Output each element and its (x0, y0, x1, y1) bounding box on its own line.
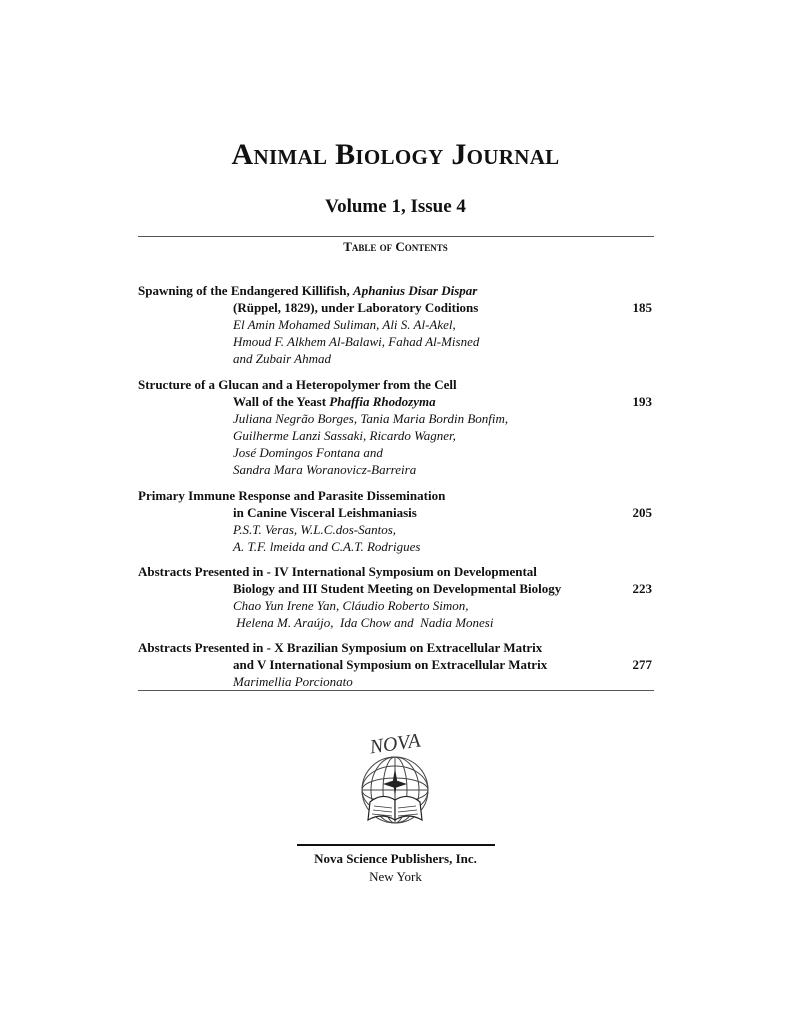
entry-title-cont: Biology and III Student Meeting on Developmental Biology (233, 581, 562, 596)
bottom-divider (138, 690, 654, 691)
entry-title-line-1 (138, 487, 654, 504)
toc-entry (138, 487, 654, 555)
entry-author-line: and Zubair Ahmad (233, 351, 331, 366)
entry-page-number: 185 (632, 300, 652, 315)
toc-entry (138, 282, 654, 367)
entry-author-line: P.S.T. Veras, W.L.C.dos-Santos, (233, 522, 397, 537)
entry-title-line-1 (138, 639, 654, 656)
entry-author-line: Helena M. Araújo, Ida Chow and Nadia Monesi (233, 615, 494, 630)
entry-title-line-2 (138, 656, 654, 673)
entry-author-line: Marimellia Porcionato (233, 674, 353, 689)
entry-author-line: Juliana Negrão Borges, Tania Maria Bordin Bonfim, (233, 411, 509, 426)
toc-entry (138, 376, 654, 478)
entry-title-italic: Phaffia Rhodozyma (329, 394, 436, 409)
entry-title-line-2 (138, 580, 654, 597)
publisher-name: Nova Science Publishers, Inc. (314, 851, 477, 866)
entry-page-number: 205 (632, 505, 652, 520)
entry-title-cont: in Canine Visceral Leishmaniasis (233, 505, 417, 520)
publisher-city: New York (369, 869, 422, 884)
entry-page-number: 277 (632, 657, 652, 672)
entry-author-line: José Domingos Fontana and (233, 445, 383, 460)
entry-author-line: Hmoud F. Alkhem Al-Balawi, Fahad Al-Misned (233, 334, 480, 349)
entry-title-cont: (Rüppel, 1829), under Laboratory Coditions (233, 300, 479, 315)
entry-title-italic: Aphanius Disar Dispar (353, 283, 478, 298)
entry-title-line-1 (138, 282, 654, 299)
volume-issue: Volume 1, Issue 4 (325, 196, 466, 217)
toc-entry (138, 563, 654, 631)
entry-title-line-2 (138, 504, 654, 521)
entry-title: Structure of a Glucan and a Heteropolymer from the Cell (138, 377, 457, 392)
entry-author-line: Chao Yun Irene Yan, Cláudio Roberto Simon, (233, 598, 469, 613)
svg-text:NOVA: NOVA (368, 729, 422, 759)
entry-title: Spawning of the Endangered Killifish, (138, 283, 354, 298)
entry-title-line-1 (138, 563, 654, 580)
entry-author-line: El Amin Mohamed Suliman, Ali S. Al-Akel, (233, 317, 456, 332)
entry-page-number: 193 (632, 394, 652, 409)
entry-page-number: 223 (632, 581, 652, 596)
entry-title: Primary Immune Response and Parasite Dissemination (138, 488, 446, 503)
top-divider (138, 236, 654, 237)
entry-author-line: A. T.F. lmeida and C.A.T. Rodrigues (233, 539, 421, 554)
journal-title: Animal Biology Journal (231, 138, 560, 171)
publisher-rule (297, 844, 495, 846)
entry-title-cont: and V International Symposium on Extracellular Matrix (233, 657, 548, 672)
entry-author-line: Guilherme Lanzi Sassaki, Ricardo Wagner, (233, 428, 456, 443)
entry-title-line-2 (138, 299, 654, 316)
toc-heading: Table of Contents (343, 239, 448, 254)
entry-author-line: Sandra Mara Woranovicz-Barreira (233, 462, 417, 477)
entry-title-cont: Wall of the Yeast (233, 394, 330, 409)
nova-globe-book-logo (352, 728, 438, 832)
entry-title-line-1 (138, 376, 654, 393)
toc-entry (138, 639, 654, 690)
entry-title: Abstracts Presented in - X Brazilian Symposium on Extracellular Matrix (138, 640, 543, 655)
entry-title-line-2 (138, 393, 654, 410)
entry-title: Abstracts Presented in - IV International Symposium on Developmental (138, 564, 537, 579)
